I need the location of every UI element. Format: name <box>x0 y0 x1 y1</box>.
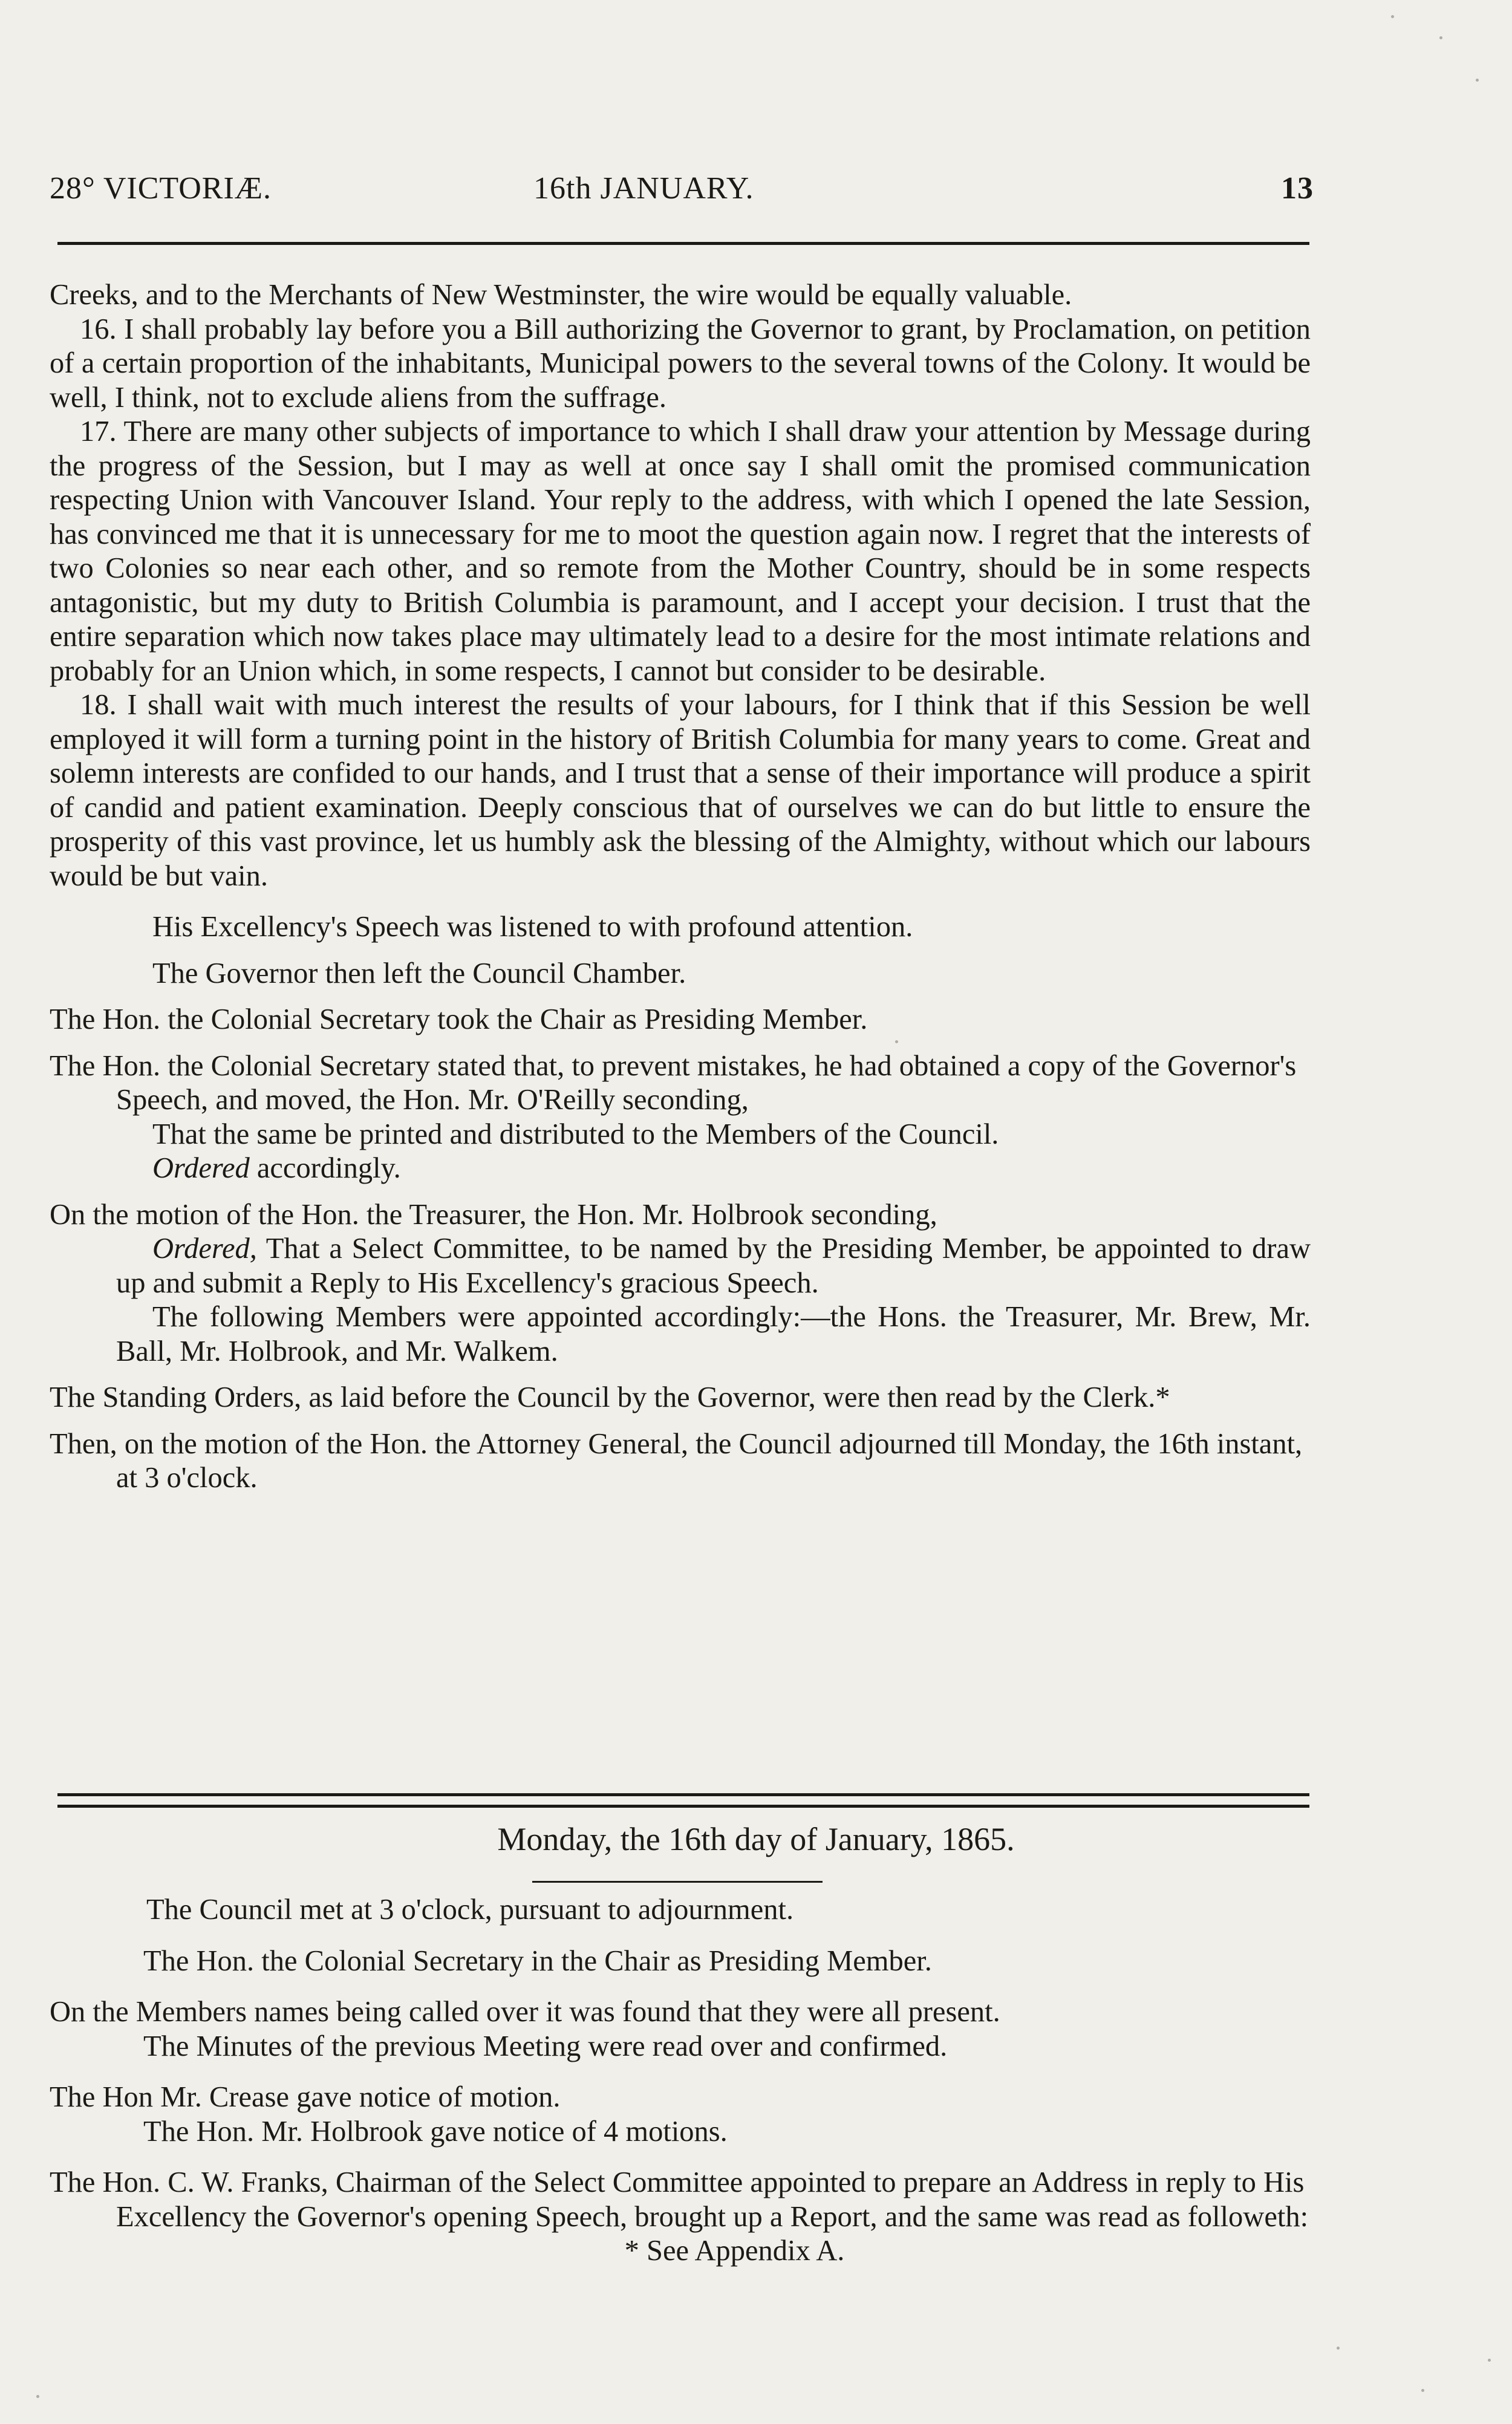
minutes-note: The Minutes of the previous Meeting were read over and confirmed. <box>143 2030 948 2062</box>
section-double-rule <box>57 1793 1309 1808</box>
sitting-date-heading: Monday, the 16th day of January, 1865. <box>497 1821 1015 1857</box>
header-rule <box>57 242 1309 245</box>
header-date: 16th JANUARY. <box>533 171 754 206</box>
franks-report-note: The Hon. C. W. Franks, Chairman of the Select Committee appointed to prepare an Address in reply to His Excellency the Governor's opening Speech, brought up a Report, and the same was read as followeth: <box>50 2166 1309 2233</box>
governor-left-note: The Governor then left the Council Chamber. <box>152 957 686 989</box>
paragraph-17: 17. There are many other subjects of importance to which I shall draw your attention by Message during the progress of the Session, but I may as well at once say I shall omit the promised communication respecting Union with Vancouver Island. Your reply to the address, with which I opened the late Session, has convinced me that it is unnecessary for me to moot the question again now. I regret that the interests of two Colonies so near each other, and so remote from the Mother Country, should be in some respects antagonistic, but my duty to British Columbia is paramount, and I accept your decision. I trust that the entire separation which now takes place may ultimately lead to a desire for the most intimate relations and probably for an Union which, in some respects, I cannot but consider to be desirable. <box>50 415 1311 687</box>
took-chair-note: The Hon. the Colonial Secretary took the Chair as Presiding Member. <box>50 1003 868 1035</box>
standing-orders-note: The Standing Orders, as laid before the Council by the Governor, were then read by the Clerk.* <box>50 1381 1170 1413</box>
council-met-note: The Council met at 3 o'clock, pursuant to adjournment. <box>146 1894 794 1926</box>
copy-speech-entry <box>50 1049 1311 1186</box>
holbrook-notice: The Hon. Mr. Holbrook gave notice of 4 motions. <box>143 2115 728 2148</box>
paragraph-continuation: Creeks, and to the Merchants of New Westminster, the wire would be equally valuable. <box>50 279 1072 311</box>
in-chair-note: The Hon. the Colonial Secretary in the Chair as Presiding Member. <box>143 1944 932 1977</box>
ordered-rest: That a Select Committee, to be named by the Presiding Member, be appointed to draw up and submit a Reply to His Excellency's gracious Speech. <box>116 1233 1311 1299</box>
speech-listened-note: His Excellency's Speech was listened to with profound attention. <box>152 911 913 943</box>
select-committee-order <box>50 1232 1311 1300</box>
select-committee-entry <box>50 1198 1311 1369</box>
header-regnal-year: 28° VICTORIÆ. <box>50 171 272 206</box>
paragraph-16: 16. I shall probably lay before you a Bill authorizing the Governor to grant, by Proclamation, on petition of a certain proportion of the inhabitants, Municipal powers to the several towns of the Colony. It would be well, I think, not to exclude aliens from the suffrage. <box>50 313 1311 414</box>
page-number: 13 <box>1281 171 1314 206</box>
treasurer-motion: On the motion of the Hon. the Treasurer, the Hon. Mr. Holbrook seconding, <box>50 1198 937 1231</box>
ordered-rest: accordingly. <box>249 1152 401 1184</box>
copy-speech-motion: The Hon. the Colonial Secretary stated that, to prevent mistakes, he had obtained a copy of the Governor's Speech, and moved, the Hon. Mr. O'Reilly seconding, <box>50 1049 1297 1116</box>
running-header <box>50 171 1314 213</box>
adjournment-note: Then, on the motion of the Hon. the Attorney General, the Council adjourned till Monday, the 16th instant, at 3 o'clock. <box>50 1427 1303 1494</box>
copy-speech-resolution: That the same be printed and distributed to the Members of the Council. <box>152 1118 999 1150</box>
second-sitting-body <box>50 1893 1311 2269</box>
crease-notice: The Hon Mr. Crease gave notice of motion. <box>50 2081 561 2113</box>
paragraph-18: 18. I shall wait with much interest the results of your labours, for I think that if this Session be well employed it will form a turning point in the history of British Columbia for many years to come. Great and solemn interests are confided to our hands, and I trust that a sense of their importance will produce a spirit of candid and patient examination. Deeply conscious that of ourselves we can do but little to ensure the prosperity of this vast province, let us humbly ask the blessing of the Almighty, without which our labours would be but vain. <box>50 689 1311 892</box>
date-heading-rule <box>532 1881 823 1883</box>
ordered-italic: Ordered, <box>152 1233 257 1265</box>
ordered-italic: Ordered <box>152 1152 250 1184</box>
roll-call-note: On the Members names being called over it was found that they were all present. <box>50 1996 1000 2028</box>
ordered-accordingly <box>50 1152 1311 1186</box>
members-appointed: The following Members were appointed accordingly:—the Hons. the Treasurer, Mr. Brew, Mr. Ball, Mr. Holbrook, and Mr. Walkem. <box>116 1301 1311 1367</box>
appendix-footnote: * See Appendix A. <box>624 2235 845 2267</box>
speech-body <box>50 278 1311 1496</box>
